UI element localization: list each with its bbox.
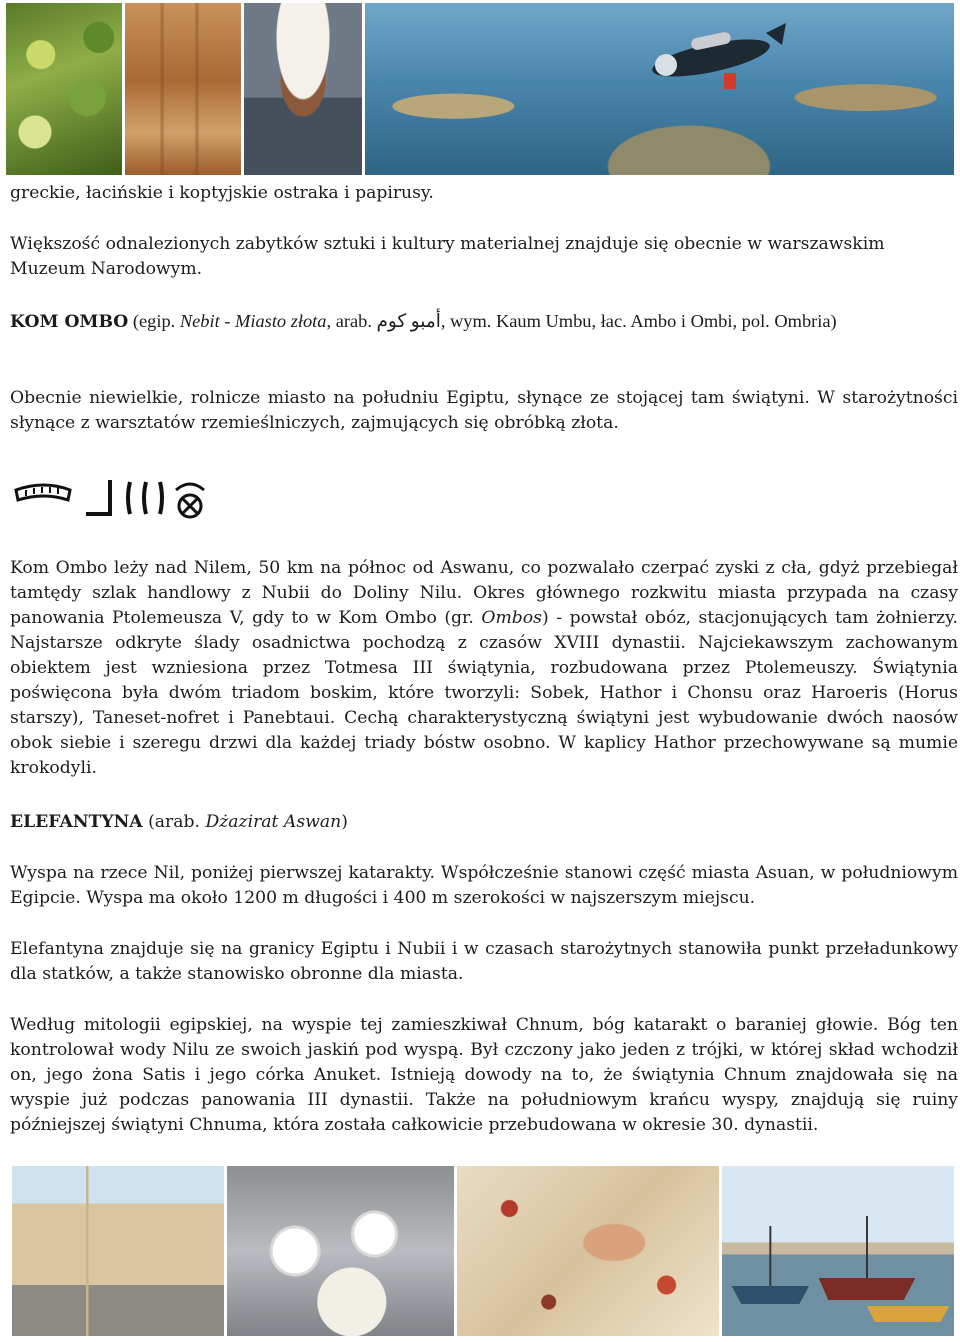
diver-icon bbox=[636, 13, 786, 103]
paragraph-museum: Większość odnalezionych zabytków sztuki i kultury materialnej znajduje się obecnie w warszawskim Muzeum Narodowym. bbox=[10, 234, 885, 279]
paragraph bbox=[10, 1013, 958, 1138]
boats-icon bbox=[722, 1166, 954, 1336]
bottom-photo-banner bbox=[12, 1166, 954, 1336]
paragraph bbox=[10, 937, 958, 987]
tea-set-photo bbox=[227, 1166, 454, 1336]
kom-ombo-mid: , arab. bbox=[326, 311, 377, 331]
kom-ombo-history-text-a: Kom Ombo leży nad Nilem, 50 km na północ od Aswanu, co pozwalało czerpać zyski z cła, gdyż przebiegał tamtędy szlak handlowy z Nubii do Doliny Nilu. Okres głównego rozkwitu miasta przypada na czasy panowania Ptolemeusza V, gdy to w Kom Ombo (gr. bbox=[10, 558, 958, 628]
kom-ombo-heading bbox=[10, 309, 958, 335]
elefantyna-pre: (arab. bbox=[142, 812, 206, 832]
elefantyna-heading bbox=[10, 810, 958, 835]
man-in-turban-photo bbox=[244, 3, 362, 175]
elefantyna-post: ) bbox=[341, 812, 348, 832]
kom-ombo-pre: (egip. bbox=[128, 311, 180, 331]
henna-hands-photo bbox=[457, 1166, 719, 1336]
top-photo-banner bbox=[6, 3, 954, 175]
paragraph-elefantyna-island: Wyspa na rzece Nil, poniżej pierwszej katarakty. Współcześnie stanowi część miasta Asuan, w południowym Egipcie. Wyspa ma około 1200 m długości i 400 m szerokości w najszerszym miejscu. bbox=[10, 863, 958, 908]
pharaoh-statue-photo bbox=[125, 3, 241, 175]
kom-ombo-post: , wym. Kaum Umbu, łac. Ambo i Ombi, pol. Ombria) bbox=[440, 311, 837, 331]
kom-ombo-heading-line bbox=[10, 309, 958, 335]
city-street-photo bbox=[12, 1166, 224, 1336]
paragraph-chnum-myth: Według mitologii egipskiej, na wyspie tej zamieszkiwał Chnum, bóg katarakt o baraniej głowie. Bóg ten kontrolował wody Nilu ze swoich jaskiń pod wyspą. Był czczony jako jeden z trójki, w której skład wchodził on, jego żona Satis i jego córka Anuket. Istnieją dowody na to, że świątynia Chnum znajdowała się na wyspie już podczas panowania III dynastii. Także na południowym krańcu wyspy, znajdują się ruiny późniejszej świątyni Chnuma, która została całkowicie przebudowana w okresie 30. dynastii. bbox=[10, 1015, 958, 1135]
kom-ombo-arabic-name: أمبو كوم bbox=[376, 311, 441, 331]
elefantyna-arabic-name: Dżazirat Aswan bbox=[205, 812, 342, 832]
kom-ombo-history-text-b: ) - powstał obóz, stacjonujących tam żołnierzy. Najstarsze odkryte ślady osadnictwa pochodzą z czasów XVIII dynastii. Najciekawszym zachowanym obiektem jest wzniesiona przez Totmesa III świątynia, rozbudowana przez Ptolemeuszy. Świątynia poświęcona była dwóm triadom boskim, które tworzyli: Sobek, Hathor i Chonsu oraz Haroeris (Horus starszy), Taneset-nofret i Panebtaui. Cechą charakterystyczną świątyni jest wybudowanie dwóch naosów obok siebie i szeregu drzwi dla każdej triady bóstw osobno. W kaplicy Hathor przechowywane są mumie krokodyli. bbox=[10, 608, 958, 778]
paragraph bbox=[10, 181, 958, 206]
paragraph bbox=[10, 232, 958, 282]
vegetables-photo bbox=[6, 3, 122, 175]
paragraph-elefantyna-border: Elefantyna znajduje się na granicy Egiptu i Nubii i w czasach starożytnych stanowiła punkt przeładunkowy dla statków, a także stanowisko obronne dla miasta. bbox=[10, 939, 958, 984]
harbor-boats-photo bbox=[722, 1166, 954, 1336]
kom-ombo-greek-name: Ombos bbox=[481, 608, 542, 628]
kom-ombo-title: KOM OMBO bbox=[10, 312, 129, 332]
elefantyna-heading-line bbox=[10, 810, 958, 835]
hieroglyphs-icon bbox=[12, 476, 212, 522]
paragraph bbox=[10, 556, 958, 781]
paragraph-kom-ombo-history bbox=[10, 556, 958, 781]
paragraph-ostraka: greckie, łacińskie i koptyjskie ostraka i papirusy. bbox=[10, 183, 434, 203]
elefantyna-title: ELEFANTYNA bbox=[10, 812, 143, 832]
paragraph bbox=[10, 386, 958, 436]
paragraph bbox=[10, 861, 958, 911]
coral-reef-diver-photo bbox=[365, 3, 954, 175]
paragraph-kom-ombo-intro: Obecnie niewielkie, rolnicze miasto na południu Egiptu, słynące ze stojącej tam świątyni. W starożytności słynące z warsztatów rzemieślniczych, zajmujących się obróbką złota. bbox=[10, 388, 958, 433]
kom-ombo-egyptian-name: Nebit - Miasto złota bbox=[179, 311, 327, 331]
